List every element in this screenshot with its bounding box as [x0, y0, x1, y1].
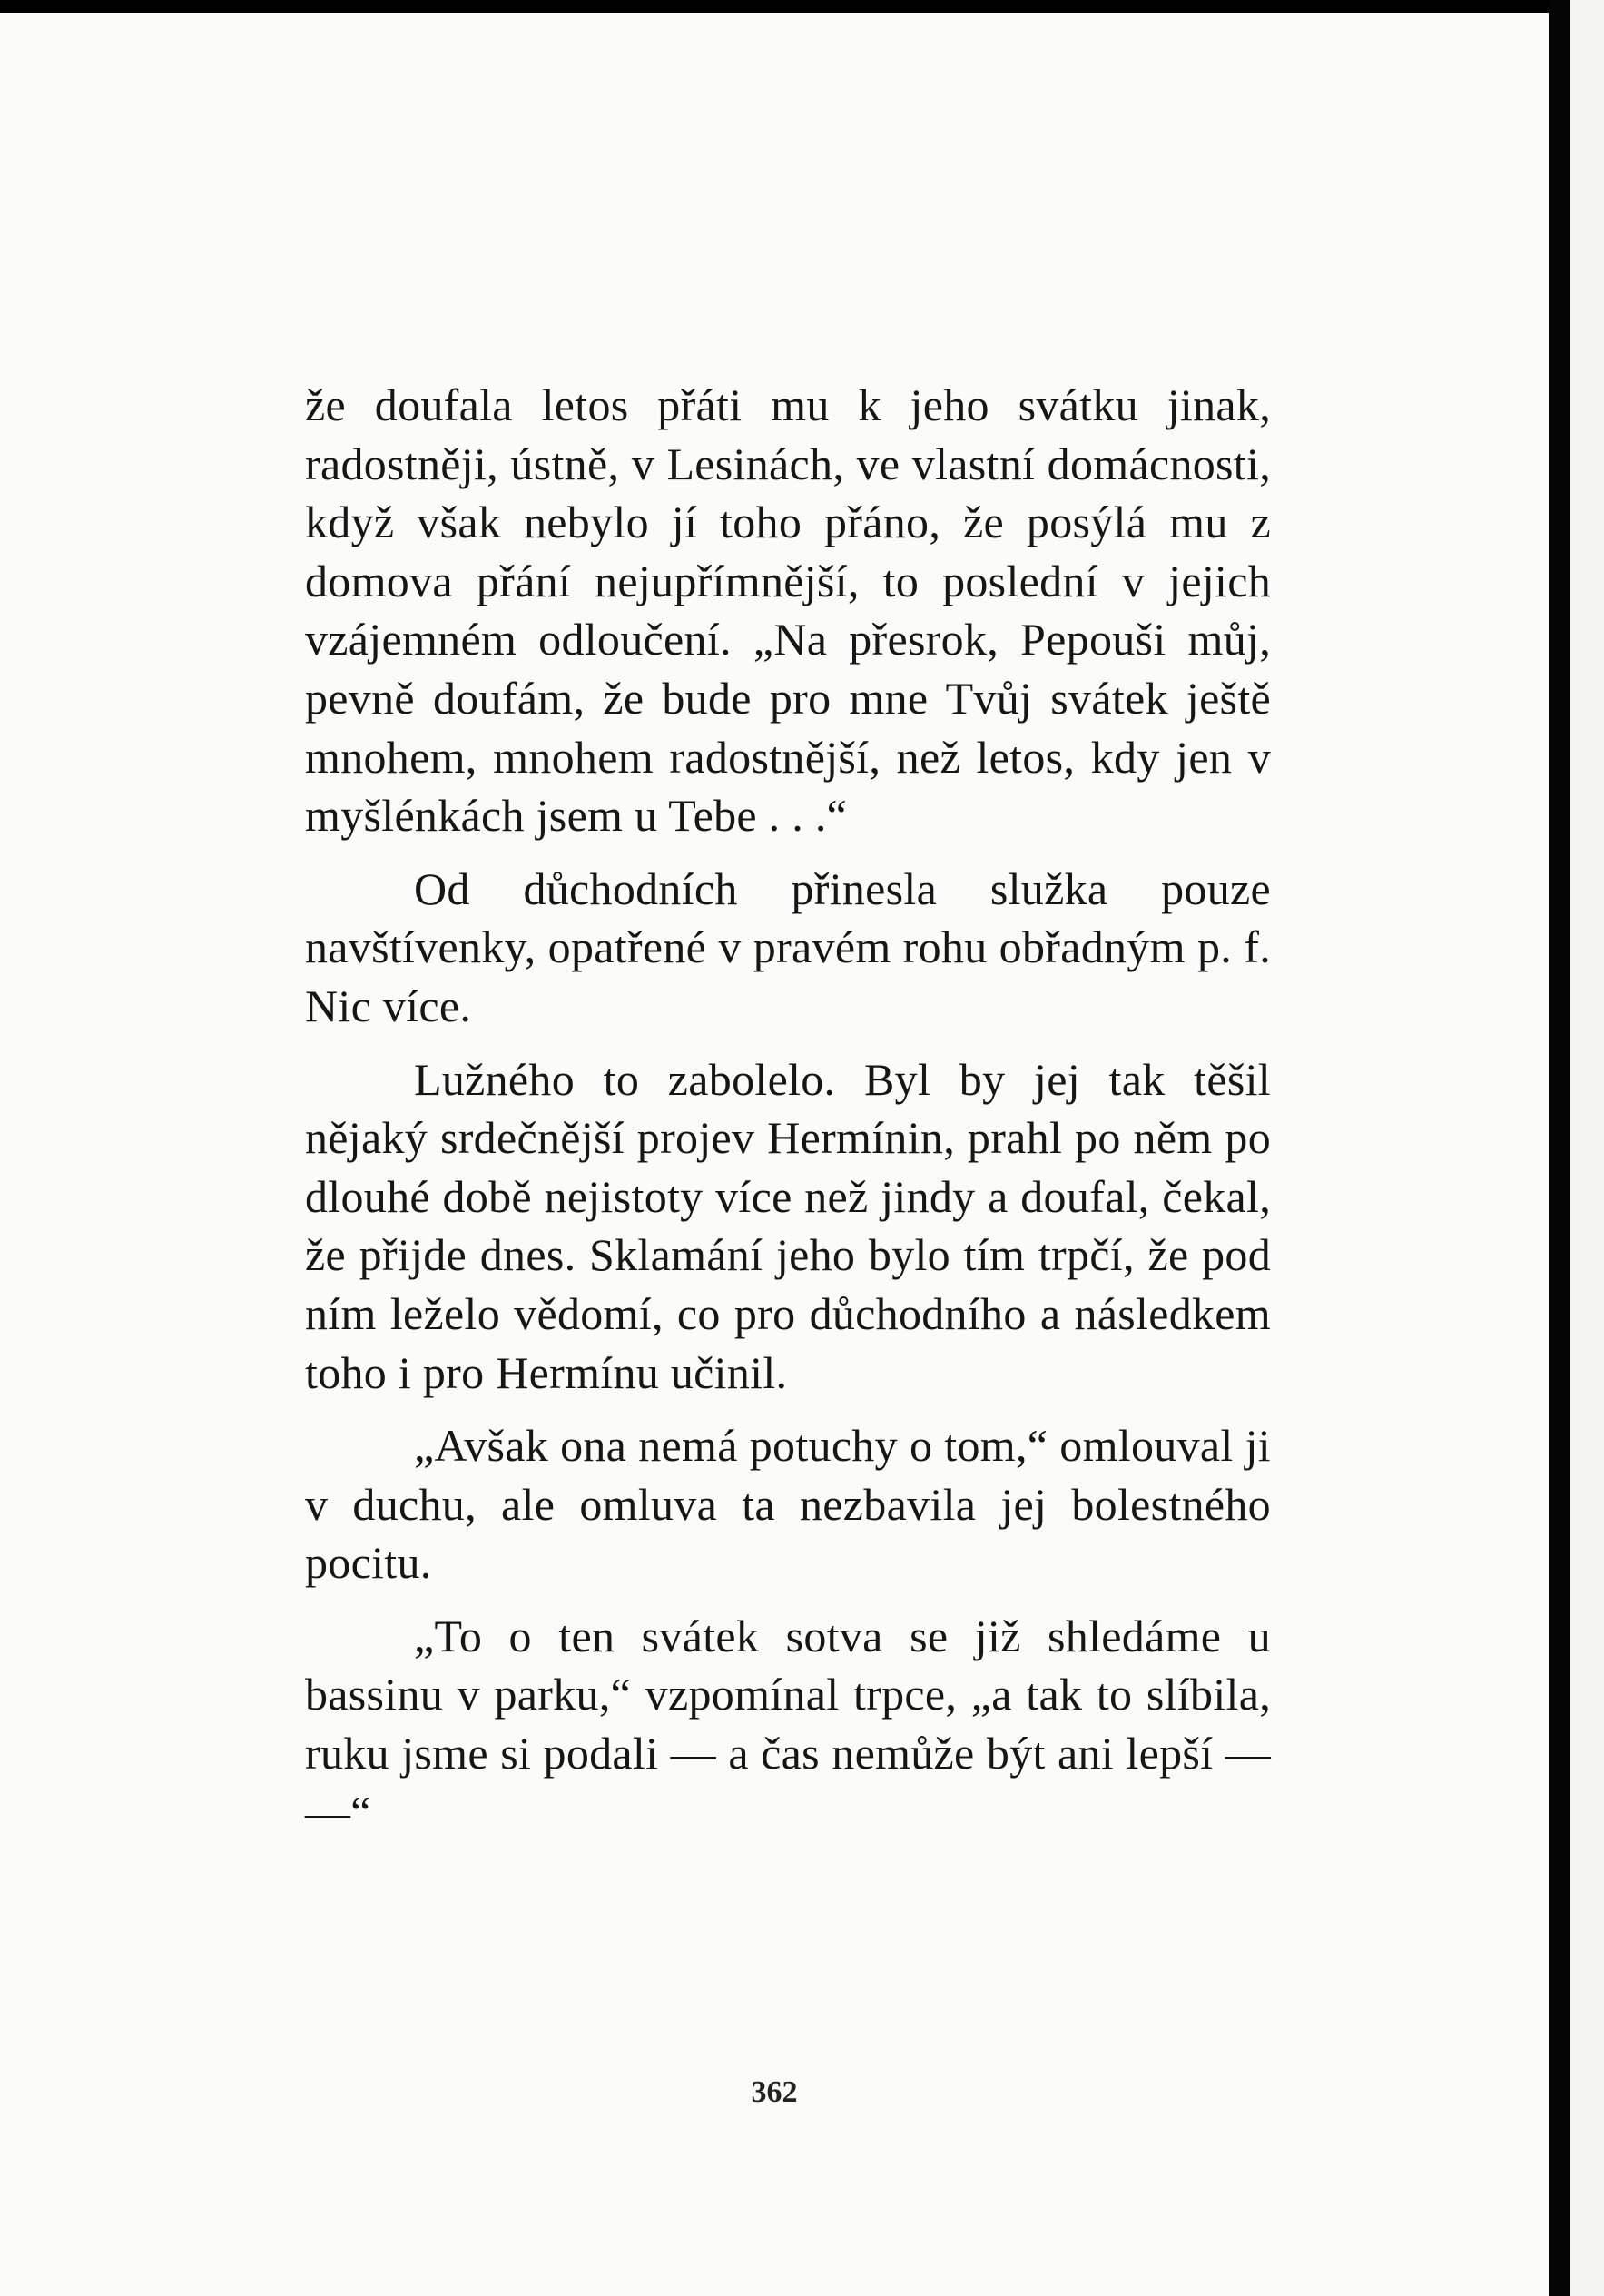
paragraph-4: „Avšak ona nemá potuchy o tom,“ omlouval ji v duchu, ale omluva ta nezbavila jej bolestného pocitu. — [305, 1420, 1271, 1589]
page-number: 362 — [751, 2075, 798, 2109]
book-page — [0, 13, 1549, 2296]
next-page-edge — [1570, 0, 1604, 2296]
paragraph-3: Lužného to zabolelo. Byl by jej tak těšil nějaký srdečnější projev Hermínin, prahl po něm po dlouhé době nejistoty více než jindy a doufal, čekal, že přijde dnes. Sklamání jeho bylo tím trpčí, že pod ním leželo vědomí, co pro důchodního a následkem toho i pro Hermínu učinil. — [305, 1053, 1271, 1398]
page-gutter — [1549, 0, 1570, 2296]
paragraph-2: Od důchodních přinesla služka pouze navštívenky, opatřené v pravém rohu obřadným p. f. Nic více. — [305, 862, 1271, 1031]
paragraph-1: že doufala letos přáti mu k jeho svátku jinak, radostněji, ústně, v Lesinách, ve vlastní domácnosti, když však nebylo jí toho přáno, že posýlá mu z domova přání nejupřímnější, to poslední v jejich vzájemném odloučení. „Na přesrok, Pepouši můj, pevně doufám, že bude pro mne Tvůj svátek ještě mnohem, mnohem radostnější, než letos, kdy jen v myšlénkách jsem u Tebe . . .“ — [305, 379, 1271, 842]
body-text — [305, 376, 1271, 1841]
paragraph-5: „To o ten svátek sotva se již shledáme u bassinu v parku,“ vzpomínal trpce, „a tak to slíbila, ruku jsme si podali — a čas nemůže být ani lepší — —“ — [305, 1610, 1271, 1838]
